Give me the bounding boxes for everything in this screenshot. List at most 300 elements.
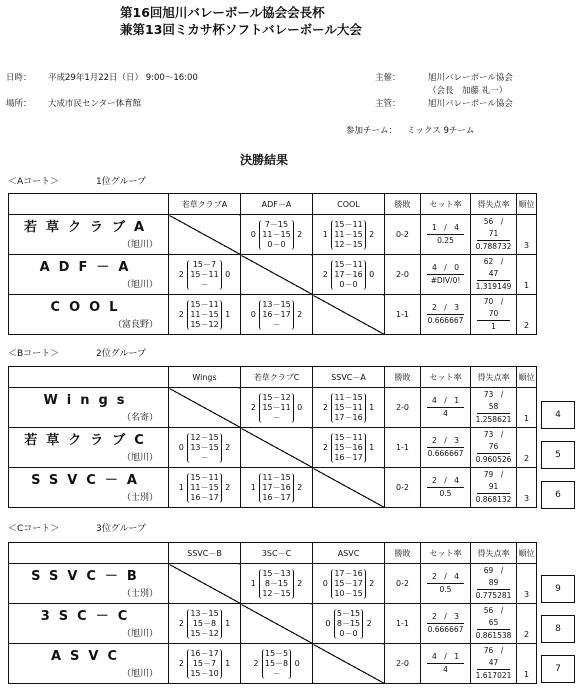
point-rate (471, 429, 516, 466)
match-cell (169, 644, 241, 684)
team-name: 若草クラブA (23, 220, 154, 235)
set-score: － (200, 279, 209, 289)
point-ratio: 76 / 47 (477, 645, 510, 670)
match-sets-won: 0 (178, 443, 184, 452)
match-sets-won: 2 (178, 619, 184, 628)
set-score: 11－15 (190, 309, 219, 319)
final-rank-box: 7 (541, 655, 575, 683)
set-value: 4 (443, 665, 448, 674)
match-cell (241, 564, 313, 604)
match-score (313, 433, 384, 463)
team-row (9, 468, 537, 508)
set-score: 8－15 (336, 618, 361, 628)
set-ratio: 4 / 1 (427, 651, 464, 664)
match-sets (259, 473, 293, 503)
match-cell (169, 428, 241, 468)
match-cell (313, 255, 385, 295)
match-sets-won: 2 (322, 270, 328, 279)
match-sets-lost: 1 (225, 619, 231, 628)
match-sets (259, 569, 293, 599)
point-ratio: 70 / 70 (477, 296, 510, 321)
set-score: 15－8 (192, 618, 217, 628)
header-rank: 順位 (517, 367, 537, 388)
set-ratio: 2 / 4 (427, 571, 464, 584)
set-ratio: 2 / 3 (427, 302, 464, 315)
match-sets (187, 649, 221, 679)
match-cell (241, 295, 313, 335)
diagonal-cell (169, 564, 241, 604)
match-sets-won: 0 (250, 230, 256, 239)
set-score: 15－11 (190, 299, 219, 309)
court-label: ＜Aコート＞ (8, 177, 60, 187)
team-cell (9, 295, 169, 335)
set-rate-cell (421, 428, 471, 468)
header-setrate: セット率 (421, 367, 471, 388)
point-ratio: 56 / 71 (477, 216, 510, 241)
match-sets-won: 2 (322, 403, 328, 412)
results-table (8, 542, 537, 684)
match-sets (331, 260, 365, 290)
point-ratio: 62 / 47 (477, 256, 510, 281)
corner-cell (9, 194, 169, 215)
match-sets (334, 609, 363, 639)
set-rate (421, 435, 470, 460)
header-team: Wings (169, 367, 241, 388)
set-value: 0.5 (439, 585, 452, 594)
point-ratio: 56 / 65 (477, 605, 510, 630)
diagonal-cell (169, 388, 241, 428)
point-rate (471, 216, 516, 253)
team-row (9, 644, 537, 684)
set-score: 16－17 (190, 492, 219, 502)
match-sets-won: 1 (322, 230, 328, 239)
point-ratio: 73 / 58 (477, 389, 510, 414)
set-score: 15－13 (262, 568, 291, 578)
match-sets-won: 2 (178, 270, 184, 279)
header-row (9, 194, 537, 215)
set-score: － (272, 668, 281, 678)
set-score: 13－15 (190, 608, 219, 618)
match-sets-lost: 2 (297, 230, 303, 239)
team-cell (9, 564, 169, 604)
match-sets-lost: 1 (369, 403, 375, 412)
header-wl: 勝敗 (385, 367, 421, 388)
set-score: 15－8 (264, 658, 289, 668)
title-line-1: 第16回旭川バレーボール協会会長杯 (120, 5, 325, 20)
match-sets-lost: 2 (366, 619, 372, 628)
match-score (313, 569, 384, 599)
point-rate-cell (471, 644, 517, 684)
match-sets-lost: 0 (297, 403, 303, 412)
set-ratio: 2 / 3 (427, 435, 464, 448)
set-score: 16－17 (262, 492, 291, 502)
team-region: （旭川） (121, 280, 158, 290)
header-team: 3SC－C (241, 543, 313, 564)
set-ratio: 2 / 4 (427, 475, 464, 488)
final-rank-box: 5 (541, 441, 575, 469)
set-score: 11－15 (334, 229, 363, 239)
set-score: 15－7 (192, 259, 217, 269)
set-score: 10－15 (334, 588, 363, 598)
match-sets-won: 2 (178, 659, 184, 668)
header-wl: 勝敗 (385, 194, 421, 215)
host-value: 旭川バレーボール協会 (428, 73, 513, 83)
host-label: 主催： (375, 73, 401, 83)
teams-label: 参加チーム： (346, 126, 398, 136)
match-sets (187, 300, 221, 330)
title-line-2: 兼第13回ミカサ杯ソフトバレーボール大会 (120, 22, 362, 37)
match-sets-lost: 2 (225, 443, 231, 452)
set-rate (421, 571, 470, 596)
header-team: ASVC (313, 543, 385, 564)
team-region: （士別） (121, 589, 158, 599)
point-value: 1.617021 (475, 671, 512, 680)
match-sets-won: 2 (250, 403, 256, 412)
match-sets-lost: 0 (225, 270, 231, 279)
match-sets-lost: 2 (369, 579, 375, 588)
results-heading: 決勝結果 (240, 153, 289, 167)
match-score (169, 649, 240, 679)
place-label: 場所： (6, 99, 32, 109)
date-label: 日時： (6, 73, 32, 83)
match-cell (313, 388, 385, 428)
set-score: 15－5 (264, 648, 289, 658)
set-score: 16－17 (262, 309, 291, 319)
set-score: 15－11 (334, 259, 363, 269)
set-rate (421, 651, 470, 676)
match-sets-won: 1 (178, 483, 184, 492)
set-score: 15－10 (190, 668, 219, 678)
point-rate (471, 296, 516, 333)
set-score: 15－12 (190, 319, 219, 329)
team-region: （富良野） (112, 320, 158, 330)
team-cell (9, 215, 169, 255)
match-sets (331, 220, 365, 250)
win-loss: 2-0 (385, 255, 421, 295)
match-score (241, 473, 312, 503)
team-cell (9, 644, 169, 684)
match-score (169, 300, 240, 330)
match-cell (313, 428, 385, 468)
set-rate (421, 395, 470, 420)
set-rate (421, 262, 470, 287)
team-row (9, 388, 537, 428)
team-row (9, 428, 537, 468)
team-region: （旭川） (121, 629, 158, 639)
match-sets (187, 473, 221, 503)
header-team: SSVC－A (313, 367, 385, 388)
team-region: （旭川） (121, 669, 158, 679)
match-sets-won: 2 (322, 443, 328, 452)
set-score: 17－16 (262, 482, 291, 492)
rank: 2 (517, 604, 537, 644)
set-rate-cell (421, 468, 471, 508)
match-sets (187, 609, 221, 639)
set-score: 13－15 (262, 299, 291, 309)
team-name: Wings (43, 393, 134, 408)
match-score (313, 220, 384, 250)
president: （会長 加藤 礼一） (428, 86, 508, 96)
match-score (313, 260, 384, 290)
set-score: 0－0 (339, 628, 358, 638)
results-table (8, 366, 537, 508)
manage-label: 主管： (375, 99, 401, 109)
set-score: 15－7 (192, 658, 217, 668)
set-score: 15－11 (262, 402, 291, 412)
rank: 1 (517, 388, 537, 428)
team-name: COOL (50, 300, 127, 315)
match-score (241, 393, 312, 423)
win-loss: 1-1 (385, 604, 421, 644)
match-cell (169, 295, 241, 335)
team-cell (9, 255, 169, 295)
point-rate-cell (471, 604, 517, 644)
win-loss: 1-1 (385, 428, 421, 468)
point-rate (471, 645, 516, 682)
team-row (9, 564, 537, 604)
match-cell (313, 604, 385, 644)
match-sets-lost: 1 (225, 310, 231, 319)
point-rate-cell (471, 428, 517, 468)
team-name: ADF－A (39, 260, 138, 275)
diagonal-cell (313, 644, 385, 684)
match-sets-won: 0 (325, 619, 331, 628)
set-rate-cell (421, 255, 471, 295)
header-row (9, 543, 537, 564)
team-row (9, 604, 537, 644)
point-ratio: 73 / 76 (477, 429, 510, 454)
match-sets (187, 260, 221, 290)
set-rate (421, 475, 470, 500)
set-value: 0.666667 (427, 316, 464, 325)
match-score (313, 393, 384, 423)
team-name: SSVC－B (31, 569, 146, 584)
manage-value: 旭川バレーボール協会 (428, 99, 513, 109)
point-value: 0.788732 (475, 242, 512, 251)
win-loss: 1-1 (385, 295, 421, 335)
team-cell (9, 604, 169, 644)
team-name: ASVC (50, 649, 127, 664)
set-score: 8－15 (264, 578, 289, 588)
rank: 1 (517, 255, 537, 295)
set-score: 12－15 (190, 432, 219, 442)
set-rate-cell (421, 215, 471, 255)
set-score: 16－17 (334, 452, 363, 462)
match-sets (331, 433, 365, 463)
point-value: 0.960526 (475, 455, 512, 464)
win-loss: 0-2 (385, 468, 421, 508)
team-row (9, 215, 537, 255)
match-cell (241, 468, 313, 508)
set-score: 15－11 (334, 402, 363, 412)
rank: 3 (517, 564, 537, 604)
match-cell (169, 468, 241, 508)
set-rate (421, 611, 470, 636)
match-cell (169, 255, 241, 295)
header-team: SSVC－B (169, 543, 241, 564)
point-ratio: 69 / 89 (477, 565, 510, 590)
final-rank-box: 6 (541, 481, 575, 509)
match-sets-won: 2 (178, 310, 184, 319)
diagonal-cell (241, 428, 313, 468)
team-cell (9, 428, 169, 468)
set-value: 0.25 (437, 236, 454, 245)
set-score: 13－15 (190, 442, 219, 452)
header-wl: 勝敗 (385, 543, 421, 564)
set-value: 0.666667 (427, 625, 464, 634)
team-cell (9, 468, 169, 508)
match-score (169, 260, 240, 290)
match-sets-won: 1 (250, 483, 256, 492)
team-cell (9, 388, 169, 428)
match-cell (169, 604, 241, 644)
rank: 3 (517, 468, 537, 508)
results-table (8, 193, 537, 335)
point-value: 1.319149 (475, 282, 512, 291)
point-value: 0.868132 (475, 495, 512, 504)
final-rank-box: 9 (541, 575, 575, 603)
set-ratio: 1 / 4 (427, 222, 464, 235)
win-loss: 0-2 (385, 215, 421, 255)
set-score: 15－11 (334, 432, 363, 442)
court-label: ＜Cコート＞ (8, 524, 60, 534)
diagonal-cell (313, 468, 385, 508)
match-sets-won: 2 (253, 659, 259, 668)
point-value: 0.775281 (475, 591, 512, 600)
set-score: 15－11 (190, 269, 219, 279)
header-team: COOL (313, 194, 385, 215)
point-rate (471, 565, 516, 602)
point-rate-cell (471, 564, 517, 604)
set-score: 11－15 (334, 392, 363, 402)
rank: 2 (517, 428, 537, 468)
header-setrate: セット率 (421, 543, 471, 564)
point-rate (471, 389, 516, 426)
point-rate-cell (471, 388, 517, 428)
team-region: （名寄） (121, 413, 158, 423)
team-name: SSVC－A (31, 473, 146, 488)
set-value: 0.5 (439, 489, 452, 498)
set-score: － (272, 412, 281, 422)
header-setrate: セット率 (421, 194, 471, 215)
set-ratio: 4 / 1 (427, 395, 464, 408)
header-pointrate: 得失点率 (471, 367, 517, 388)
teams-value: ミックス 9チーム (407, 126, 475, 136)
set-score: 16－17 (190, 648, 219, 658)
match-sets-lost: 1 (369, 443, 375, 452)
point-rate-cell (471, 255, 517, 295)
header-team: 若草クラブC (241, 367, 313, 388)
match-score (169, 433, 240, 463)
set-score: 0－0 (339, 279, 358, 289)
header-pointrate: 得失点率 (471, 194, 517, 215)
place-value: 大成市民センター体育館 (48, 99, 142, 109)
point-rate (471, 469, 516, 506)
set-score: 11－15 (262, 229, 291, 239)
set-value: #DIV/0! (430, 276, 461, 285)
set-score: 15－12 (190, 628, 219, 638)
set-rate-cell (421, 604, 471, 644)
set-score: 15－11 (334, 219, 363, 229)
match-sets (259, 393, 293, 423)
header-rank: 順位 (517, 194, 537, 215)
set-score: 0－0 (267, 239, 286, 249)
team-region: （旭川） (121, 453, 158, 463)
match-cell (313, 564, 385, 604)
match-score (313, 609, 384, 639)
court-group: 2位グループ (96, 349, 147, 359)
set-score: 5－15 (336, 608, 361, 618)
set-score: 15－17 (334, 578, 363, 588)
win-loss: 2-0 (385, 388, 421, 428)
header-team: 若草クラブA (169, 194, 241, 215)
match-sets-lost: 2 (297, 310, 303, 319)
diagonal-cell (313, 295, 385, 335)
date-value: 平成29年1月22日（日） 9:00～16:00 (48, 73, 198, 83)
court-label: ＜Bコート＞ (8, 349, 60, 359)
set-score: 11－15 (190, 482, 219, 492)
set-rate (421, 222, 470, 247)
match-sets-lost: 2 (297, 579, 303, 588)
point-rate (471, 605, 516, 642)
team-region: （士別） (121, 493, 158, 503)
team-region: （旭川） (121, 240, 158, 250)
point-value: 1.258621 (475, 415, 512, 424)
set-value: 4 (443, 409, 448, 418)
match-sets-won: 0 (250, 310, 256, 319)
match-score (241, 300, 312, 330)
match-sets (331, 393, 365, 423)
set-score: 17－16 (334, 269, 363, 279)
set-score: 15－12 (262, 392, 291, 402)
set-score: 12－15 (262, 588, 291, 598)
match-cell (241, 388, 313, 428)
match-sets (187, 433, 221, 463)
match-sets (259, 300, 293, 330)
match-cell (313, 215, 385, 255)
match-sets-lost: 0 (294, 659, 300, 668)
match-cell (241, 215, 313, 255)
team-name: 3SC－C (40, 609, 137, 624)
set-score: 11－15 (262, 472, 291, 482)
set-rate-cell (421, 644, 471, 684)
match-score (241, 649, 312, 679)
corner-cell (9, 367, 169, 388)
set-value: 0.666667 (427, 449, 464, 458)
court-group: 1位グループ (96, 177, 147, 187)
match-score (241, 569, 312, 599)
set-ratio: 2 / 3 (427, 611, 464, 624)
set-score: 17－16 (334, 412, 363, 422)
header-rank: 順位 (517, 543, 537, 564)
match-sets-lost: 2 (225, 483, 231, 492)
set-score: － (272, 319, 281, 329)
set-rate-cell (421, 564, 471, 604)
match-sets (331, 569, 365, 599)
team-name: 若草クラブC (24, 433, 153, 448)
set-score: 12－15 (334, 239, 363, 249)
match-sets-won: 0 (322, 579, 328, 588)
set-score: 15－11 (190, 472, 219, 482)
point-rate-cell (471, 215, 517, 255)
set-rate-cell (421, 295, 471, 335)
court-group: 3位グループ (96, 524, 147, 534)
match-sets-lost: 2 (297, 483, 303, 492)
header-team: ADF－A (241, 194, 313, 215)
match-sets (259, 220, 293, 250)
final-rank-box: 8 (541, 615, 575, 643)
set-score: － (200, 452, 209, 462)
